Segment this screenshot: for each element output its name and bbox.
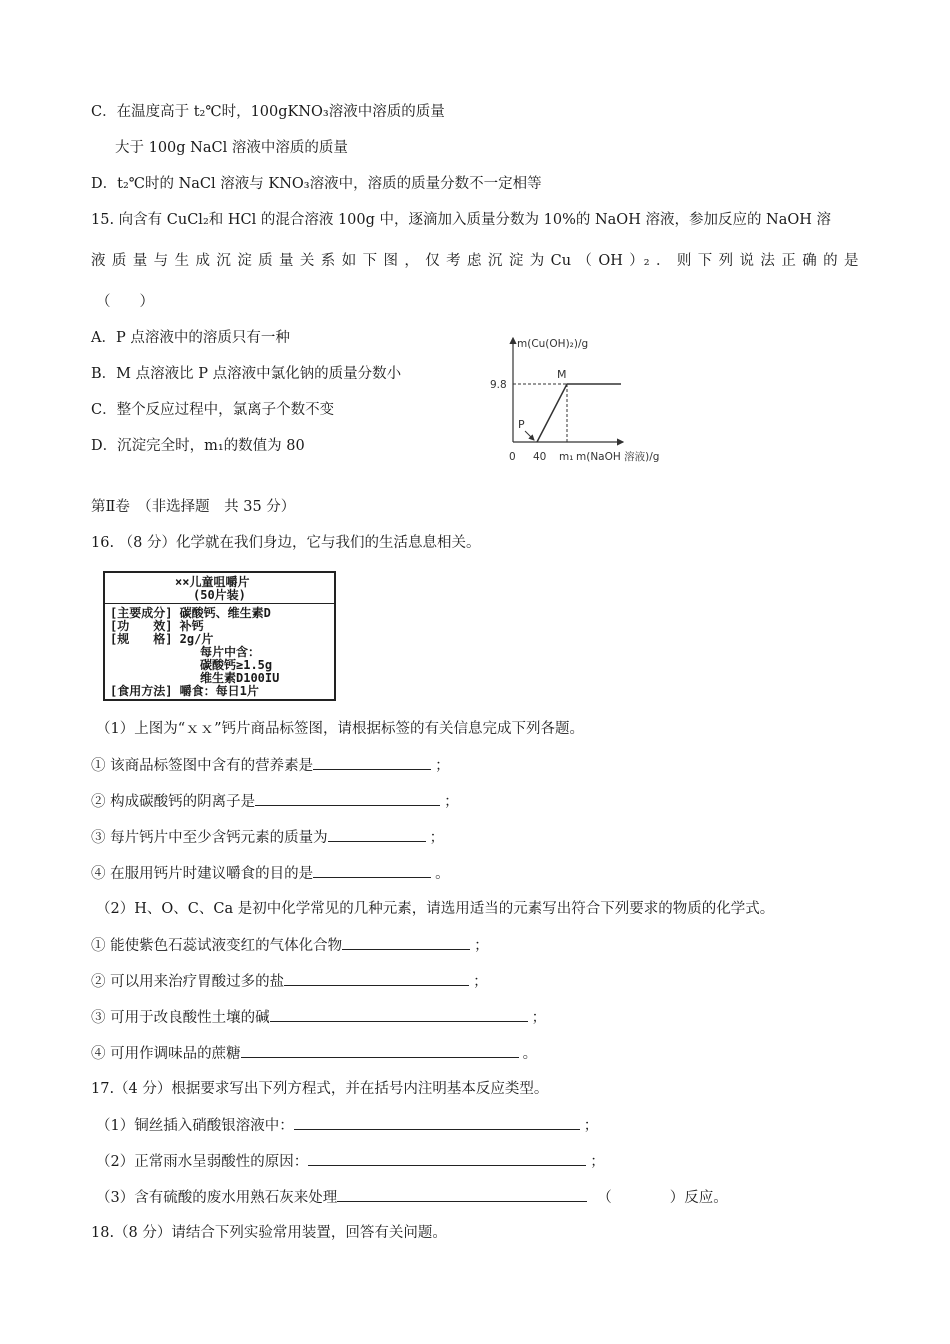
- q15-stem-segment: 确: [802, 253, 817, 269]
- x-tick-0: 0: [509, 451, 516, 463]
- label-row-per-tablet: 每片中含：: [200, 645, 261, 659]
- q15-stem-segment: 成: [195, 253, 210, 269]
- q15-stem-segment: 生: [174, 253, 190, 269]
- q17-part2: [96, 1151, 605, 1172]
- q14-option-c-line2: 大于 100g NaCl 溶液中溶质的质量: [115, 140, 348, 156]
- q15-stem-segment: 沉: [216, 253, 231, 269]
- q15-option-c: C．整个反应过程中，氯离子个数不变: [91, 402, 335, 418]
- q17-part3: [96, 1187, 728, 1208]
- label-row-usage: [食用方法] 嚼食：每日1片: [110, 684, 259, 698]
- q16-1-4-text: ④ 在服用钙片时建议嚼食的目的是: [91, 866, 314, 882]
- q15-stem-segment: 液: [91, 253, 106, 269]
- label-row-effect: [功 效] 补钙: [110, 619, 204, 633]
- q17-part1: [96, 1115, 598, 1136]
- q15-stem-segment: 如: [341, 253, 357, 269]
- q17-1-semicolon: ；: [583, 1118, 599, 1134]
- q15-stem-segment: 的: [823, 253, 838, 269]
- q15-stem-segment: 仅: [425, 253, 440, 269]
- q16-2-1-answer-blank[interactable]: [342, 935, 470, 950]
- q16-part2-item1: [91, 935, 489, 956]
- q16-1-4-period: 。: [435, 866, 450, 882]
- q15-stem-segment: ）₂: [629, 253, 650, 269]
- q16-part1-item4: [91, 863, 450, 884]
- q16-1-3-answer-blank[interactable]: [328, 827, 426, 842]
- q16-2-1-semicolon: ；: [474, 938, 489, 954]
- q15-stem-segment: 量: [132, 253, 148, 269]
- label-row-vitd: 维生素D100IU: [200, 671, 280, 685]
- q15-stem-segment: 说: [739, 253, 755, 269]
- q16-2-3-text: ③ 可用于改良酸性土壤的碱: [91, 1010, 270, 1026]
- q15-stem-segment: 质: [111, 253, 127, 269]
- q15-stem-segment: Cu: [550, 253, 572, 269]
- q14-option-d: D．t₂℃时的 NaCl 溶液与 KNO₃溶液中，溶质的质量分数不一定相等: [91, 176, 542, 192]
- q16-1-2-answer-blank[interactable]: [255, 791, 440, 806]
- label-row-ingredients: [主要成分] 碳酸钙、维生素D: [110, 606, 271, 620]
- q16-2-2-answer-blank[interactable]: [284, 971, 469, 986]
- q17-3-reaction-type: （ ）反应。: [597, 1190, 728, 1206]
- q17-2-text: （2）正常雨水呈弱酸性的原因：: [96, 1154, 309, 1170]
- x-tick-m1: m₁: [559, 451, 574, 463]
- q17-2-answer-blank[interactable]: [308, 1151, 586, 1166]
- q15-stem-segment: 列: [718, 253, 734, 269]
- q15-stem-segment: OH: [598, 253, 623, 269]
- q15-stem-segment: 下: [362, 253, 378, 269]
- q16-part1-item1: [91, 755, 450, 776]
- q16-2-2-semicolon: ；: [473, 974, 488, 990]
- q16-1-3-semicolon: ；: [429, 830, 445, 846]
- q15-stem-segment: 虑: [467, 253, 482, 269]
- q16-2-3-semicolon: ；: [531, 1010, 547, 1026]
- q15-stem-segment: 关: [299, 253, 315, 269]
- q16-1-3-text: ③ 每片钙片中至少含钙元素的质量为: [91, 830, 328, 846]
- q14-option-c-line1: C．在温度高于 t₂℃时，100gKNO₃溶液中溶质的质量: [91, 104, 445, 120]
- q16-2-4-answer-blank[interactable]: [241, 1043, 519, 1058]
- label-row-spec: [规 格] 2g/片: [110, 632, 214, 646]
- y-axis-label: m(Cu(OH)₂)/g: [517, 338, 589, 350]
- x-tick-40: 40: [533, 451, 547, 463]
- q15-stem-segment: 与: [153, 253, 169, 269]
- q16-2-1-text: ① 能使紫色石蕊试液变红的气体化合物: [91, 938, 343, 954]
- q17-stem: 17.（4 分）根据要求写出下列方程式，并在括号内注明基本反应类型。: [91, 1081, 549, 1097]
- label-divider: [105, 603, 334, 604]
- q15-stem-segment: 法: [760, 253, 775, 269]
- point-m-label: M: [557, 368, 567, 381]
- q15-stem-segment: 考: [446, 253, 461, 269]
- label-title: ××儿童咀嚼片: [175, 575, 250, 589]
- x-axis-label: m(NaOH 溶液)/g: [576, 451, 660, 463]
- q15-stem-segment: 淀: [237, 253, 252, 269]
- label-subtitle: (50片装): [193, 588, 246, 602]
- q15-stem-segment: 质: [258, 253, 273, 269]
- precipitate-mass-chart: [485, 330, 690, 470]
- q15-stem-segment: 则: [676, 253, 692, 269]
- q16-2-2-text: ② 可以用来治疗胃酸过多的盐: [91, 974, 285, 990]
- q16-part2-item2: [91, 971, 488, 992]
- q15-stem-segment: 图: [383, 253, 398, 269]
- q15-stem-segment: 沉: [487, 253, 503, 269]
- q18-stem: 18.（8 分）请结合下列实验常用装置，回答有关问题。: [91, 1225, 447, 1241]
- q16-part2-intro: （2）H、O、C、Ca 是初中化学常见的几种元素，请选用适当的元素写出符合下列要求的物质的化学式。: [96, 901, 775, 917]
- q15-stem-segment: 系: [320, 253, 336, 269]
- q15-option-d: D．沉淀完全时，m₁的数值为 80: [91, 438, 305, 454]
- q15-stem-segment: 正: [781, 253, 796, 269]
- q16-part1-item2: [91, 791, 459, 812]
- q15-answer-paren: （ ）: [96, 294, 154, 310]
- q16-1-1-semicolon: ；: [435, 758, 450, 774]
- point-p-arrow: [525, 431, 534, 440]
- point-p-label: P: [518, 418, 525, 431]
- q15-stem-segment: 淀: [508, 253, 524, 269]
- q15-stem-line1: 15. 向含有 CuCl₂和 HCl 的混合溶液 100g 中，逐滴加入质量分数为 10%的 NaOH 溶液，参加反应的 NaOH 溶: [91, 212, 832, 228]
- q16-1-1-text: ① 该商品标签图中含有的营养素是: [91, 758, 314, 774]
- q15-option-a: A．P 点溶液中的溶质只有一种: [91, 330, 290, 346]
- q16-1-2-text: ② 构成碳酸钙的阴离子是: [91, 794, 256, 810]
- q17-1-text: （1）铜丝插入硝酸银溶液中：: [96, 1118, 294, 1134]
- q15-stem-segment: （: [577, 253, 592, 269]
- q16-1-4-answer-blank[interactable]: [313, 863, 431, 878]
- q16-part1-item3: [91, 827, 444, 848]
- q16-part2-item4: [91, 1043, 537, 1064]
- q15-stem-segment: 是: [843, 253, 859, 269]
- q16-2-4-text: ④ 可用作调味品的蔗糖: [91, 1046, 241, 1062]
- q15-stem-segment: 下: [697, 253, 713, 269]
- q16-2-4-period: 。: [522, 1046, 538, 1062]
- q16-2-3-answer-blank[interactable]: [270, 1007, 528, 1022]
- q16-1-1-answer-blank[interactable]: [313, 755, 431, 770]
- q15-stem-segment: ，: [404, 253, 419, 269]
- q17-3-answer-blank[interactable]: [337, 1187, 587, 1202]
- q17-1-answer-blank[interactable]: [294, 1115, 580, 1130]
- q17-2-semicolon: ；: [590, 1154, 605, 1170]
- q17-3-text: （3）含有硫酸的废水用熟石灰来处理: [96, 1190, 338, 1206]
- q15-stem-line2: [91, 251, 859, 271]
- label-row-caco3: 碳酸钙≥1.5g: [200, 658, 273, 672]
- y-tick-9-8: 9.8: [490, 379, 507, 391]
- q16-stem: 16. （8 分）化学就在我们身边，它与我们的生活息息相关。: [91, 535, 481, 551]
- q15-stem-segment: 量: [279, 253, 294, 269]
- q16-part2-item3: [91, 1007, 546, 1028]
- precipitate-line: [537, 384, 621, 442]
- q16-part1-intro: （1）上图为“ｘｘ”钙片商品标签图，请根据标签的有关信息完成下列各题。: [96, 721, 585, 737]
- q15-stem-segment: 为: [529, 253, 545, 269]
- calcium-tablet-label: [103, 571, 336, 701]
- q15-stem-segment: ．: [655, 253, 671, 269]
- part2-heading: 第Ⅱ卷 （非选择题 共 35 分）: [91, 499, 296, 515]
- q15-option-b: B．M 点溶液比 P 点溶液中氯化钠的质量分数小: [91, 366, 402, 382]
- q16-1-2-semicolon: ；: [444, 794, 459, 810]
